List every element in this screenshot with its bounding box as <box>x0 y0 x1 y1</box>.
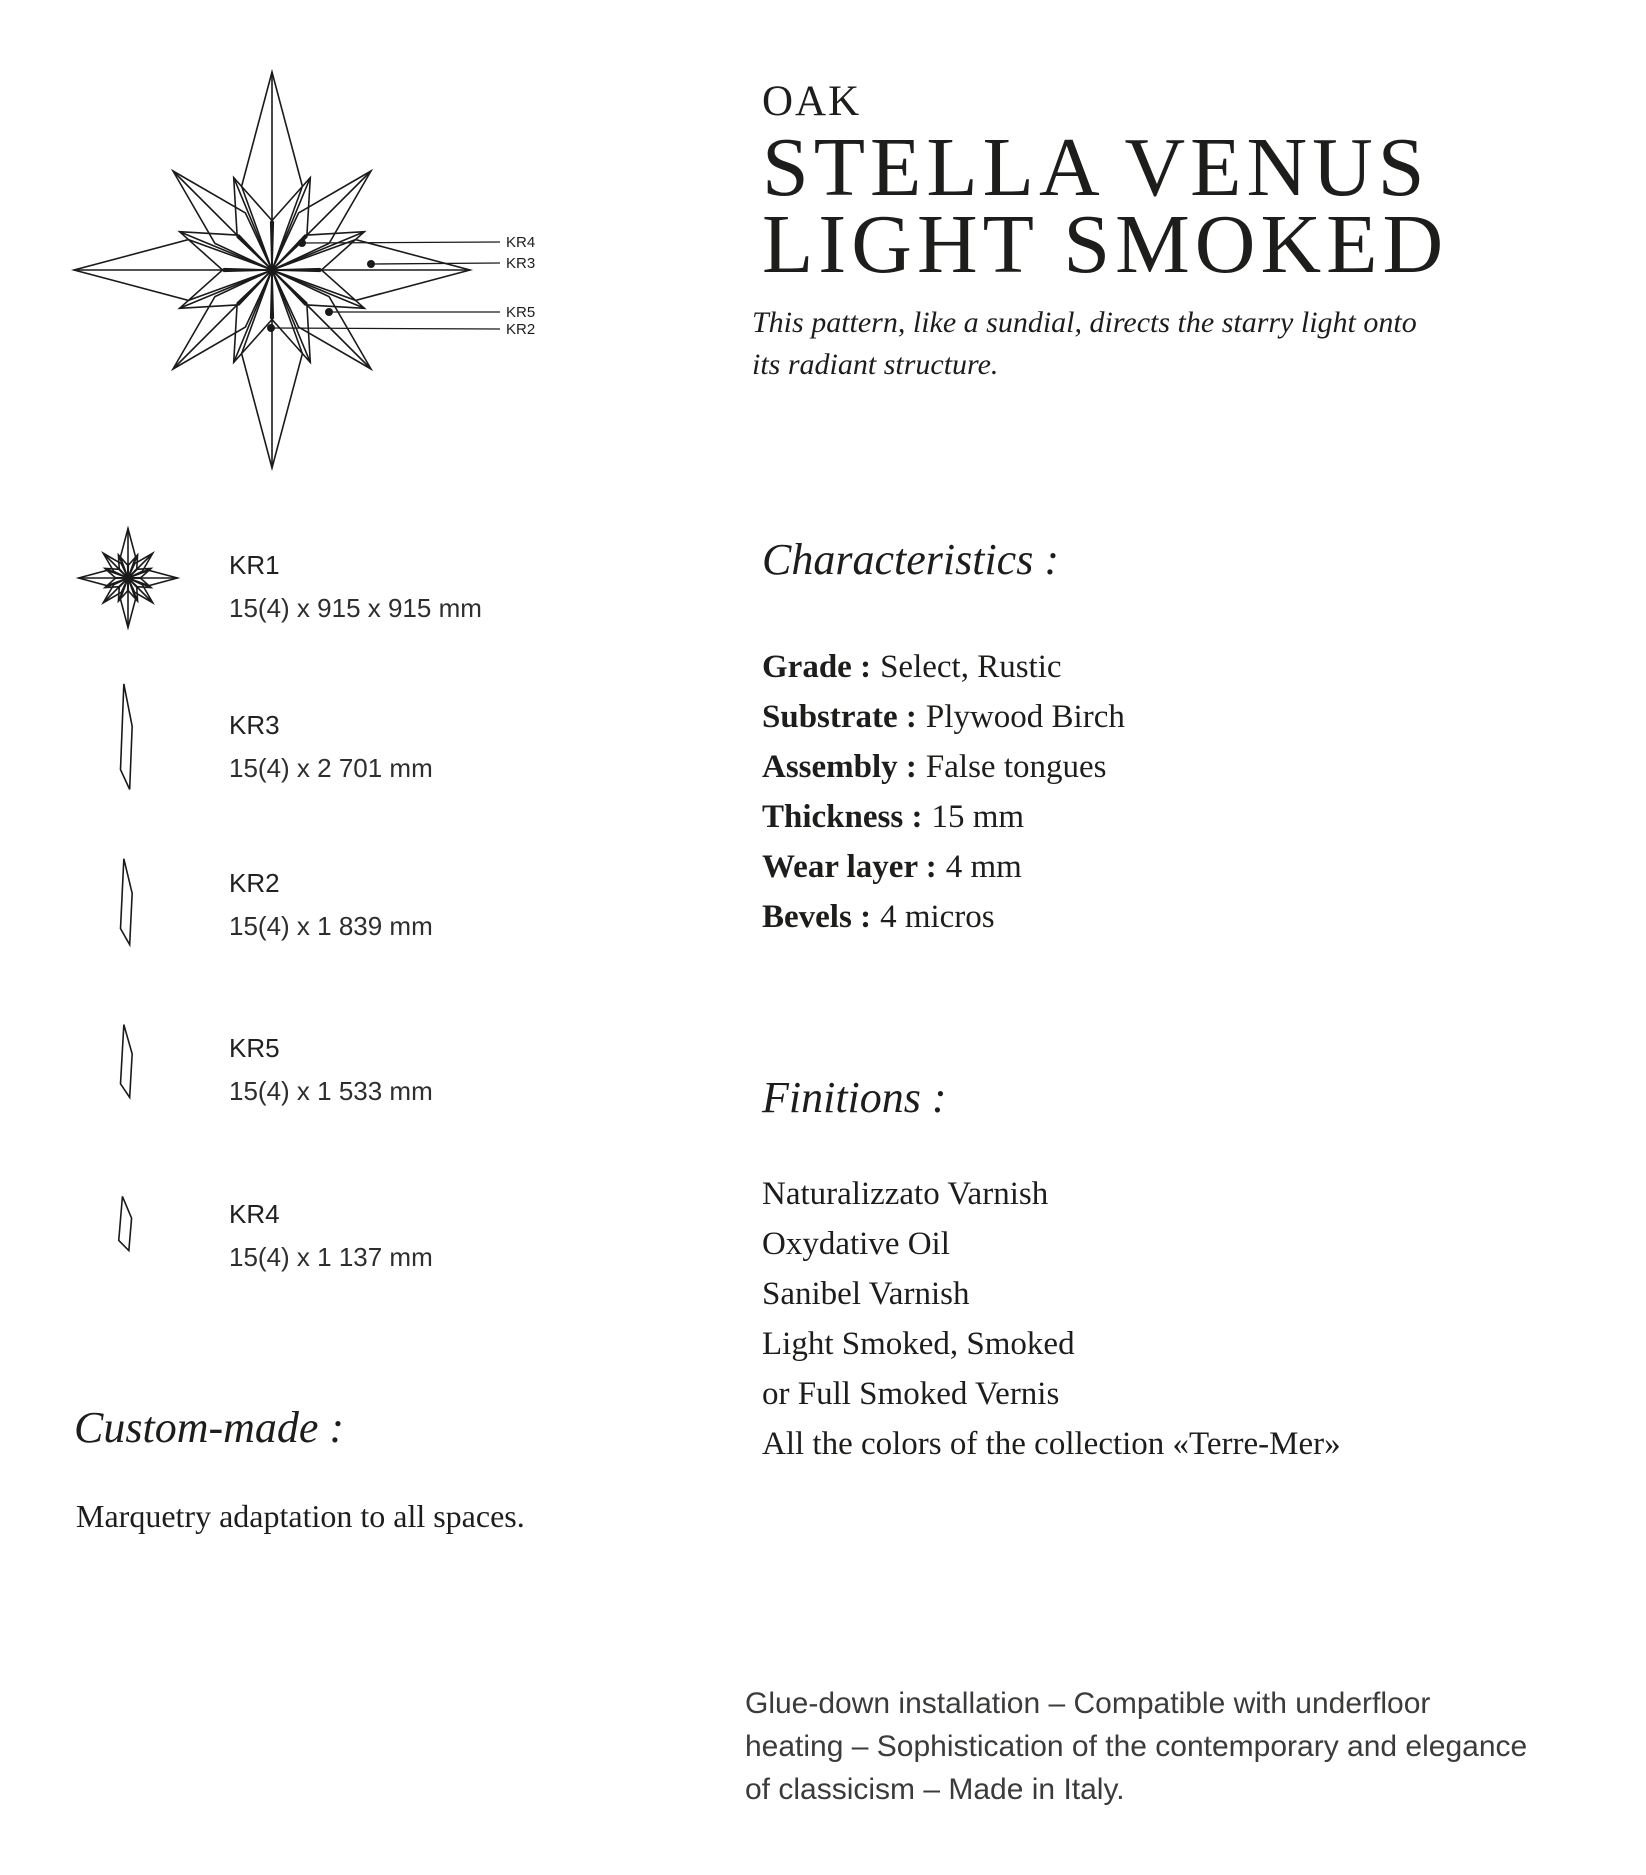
callout-label-kr4: KR4 <box>506 234 536 251</box>
characteristics-heading: Characteristics : <box>762 535 1059 584</box>
callout-label-kr2: KR2 <box>506 321 536 338</box>
finition-option: Sanibel Varnish <box>762 1276 970 1312</box>
product-title-line2: LIGHT SMOKED <box>762 198 1449 291</box>
component-dimensions: 15(4) x 915 x 915 mm <box>229 593 482 623</box>
component-dimensions: 15(4) x 2 701 mm <box>229 753 433 783</box>
installation-note-line: of classicism – Made in Italy. <box>745 1773 1125 1806</box>
spec-label: Assembly : <box>762 749 917 785</box>
spec-label: Wear layer : <box>762 849 937 885</box>
installation-note-line: Glue-down installation – Compatible with underfloor <box>745 1687 1431 1720</box>
component-id: KR1 <box>229 550 280 580</box>
product-title-line1: STELLA VENUS <box>762 121 1430 214</box>
spec-row <box>762 792 1125 842</box>
spec-row <box>762 642 1125 692</box>
callout-label-kr5: KR5 <box>506 304 536 321</box>
subtitle-line: its radiant structure. <box>752 348 999 381</box>
characteristics-specs <box>762 642 1125 942</box>
component-dimensions: 15(4) x 1 137 mm <box>229 1242 433 1272</box>
component-kr5 <box>229 1027 433 1113</box>
spec-row <box>762 692 1125 742</box>
finition-option: All the colors of the collection «Terre-Mer» <box>762 1426 1341 1462</box>
compass-star-icon <box>74 72 470 468</box>
spec-label: Thickness : <box>762 799 923 835</box>
spec-value: 4 micros <box>880 899 995 935</box>
finitions-heading: Finitions : <box>762 1073 947 1122</box>
blade-icon <box>118 858 138 950</box>
component-kr3 <box>229 704 433 790</box>
finition-option: Oxydative Oil <box>762 1226 950 1262</box>
component-dimensions: 15(4) x 1 533 mm <box>229 1076 433 1106</box>
spec-value: 15 mm <box>931 799 1025 835</box>
spec-label: Grade : <box>762 649 872 685</box>
spec-row <box>762 842 1125 892</box>
installation-note <box>745 1682 1527 1811</box>
component-kr4 <box>229 1193 433 1279</box>
spec-row <box>762 742 1125 792</box>
product-kicker: OAK <box>762 78 862 125</box>
component-id: KR3 <box>229 710 280 740</box>
custom-made-heading: Custom-made : <box>74 1403 345 1452</box>
component-kr2 <box>229 862 433 948</box>
component-id: KR5 <box>229 1033 280 1063</box>
finition-option: Light Smoked, Smoked <box>762 1326 1075 1362</box>
blade-icon <box>118 1024 138 1102</box>
callout-label-kr3: KR3 <box>506 255 536 272</box>
finition-option: or Full Smoked Vernis <box>762 1376 1060 1412</box>
spec-label: Substrate : <box>762 699 917 735</box>
spec-value: False tongues <box>925 749 1107 785</box>
component-id: KR2 <box>229 868 280 898</box>
installation-note-line: heating – Sophistication of the contemporary and elegance <box>745 1730 1528 1763</box>
subtitle-line: This pattern, like a sundial, directs the starry light onto <box>752 306 1417 339</box>
finition-option: Naturalizzato Varnish <box>762 1176 1049 1212</box>
finitions-list <box>762 1169 1341 1469</box>
component-dimensions: 15(4) x 1 839 mm <box>229 911 433 941</box>
spec-value: Select, Rustic <box>880 649 1062 685</box>
blade-icon <box>118 683 138 796</box>
spec-value: 4 mm <box>945 849 1022 885</box>
component-kr1 <box>229 544 482 630</box>
star-pattern-diagram <box>40 40 580 480</box>
spec-row <box>762 892 1125 942</box>
blade-icon <box>116 1196 138 1254</box>
spec-label: Bevels : <box>762 899 872 935</box>
product-subtitle <box>752 302 1417 386</box>
component-id: KR4 <box>229 1199 280 1229</box>
star-icon <box>76 526 180 630</box>
custom-made-text: Marquetry adaptation to all spaces. <box>76 1498 525 1534</box>
spec-value: Plywood Birch <box>925 699 1125 735</box>
